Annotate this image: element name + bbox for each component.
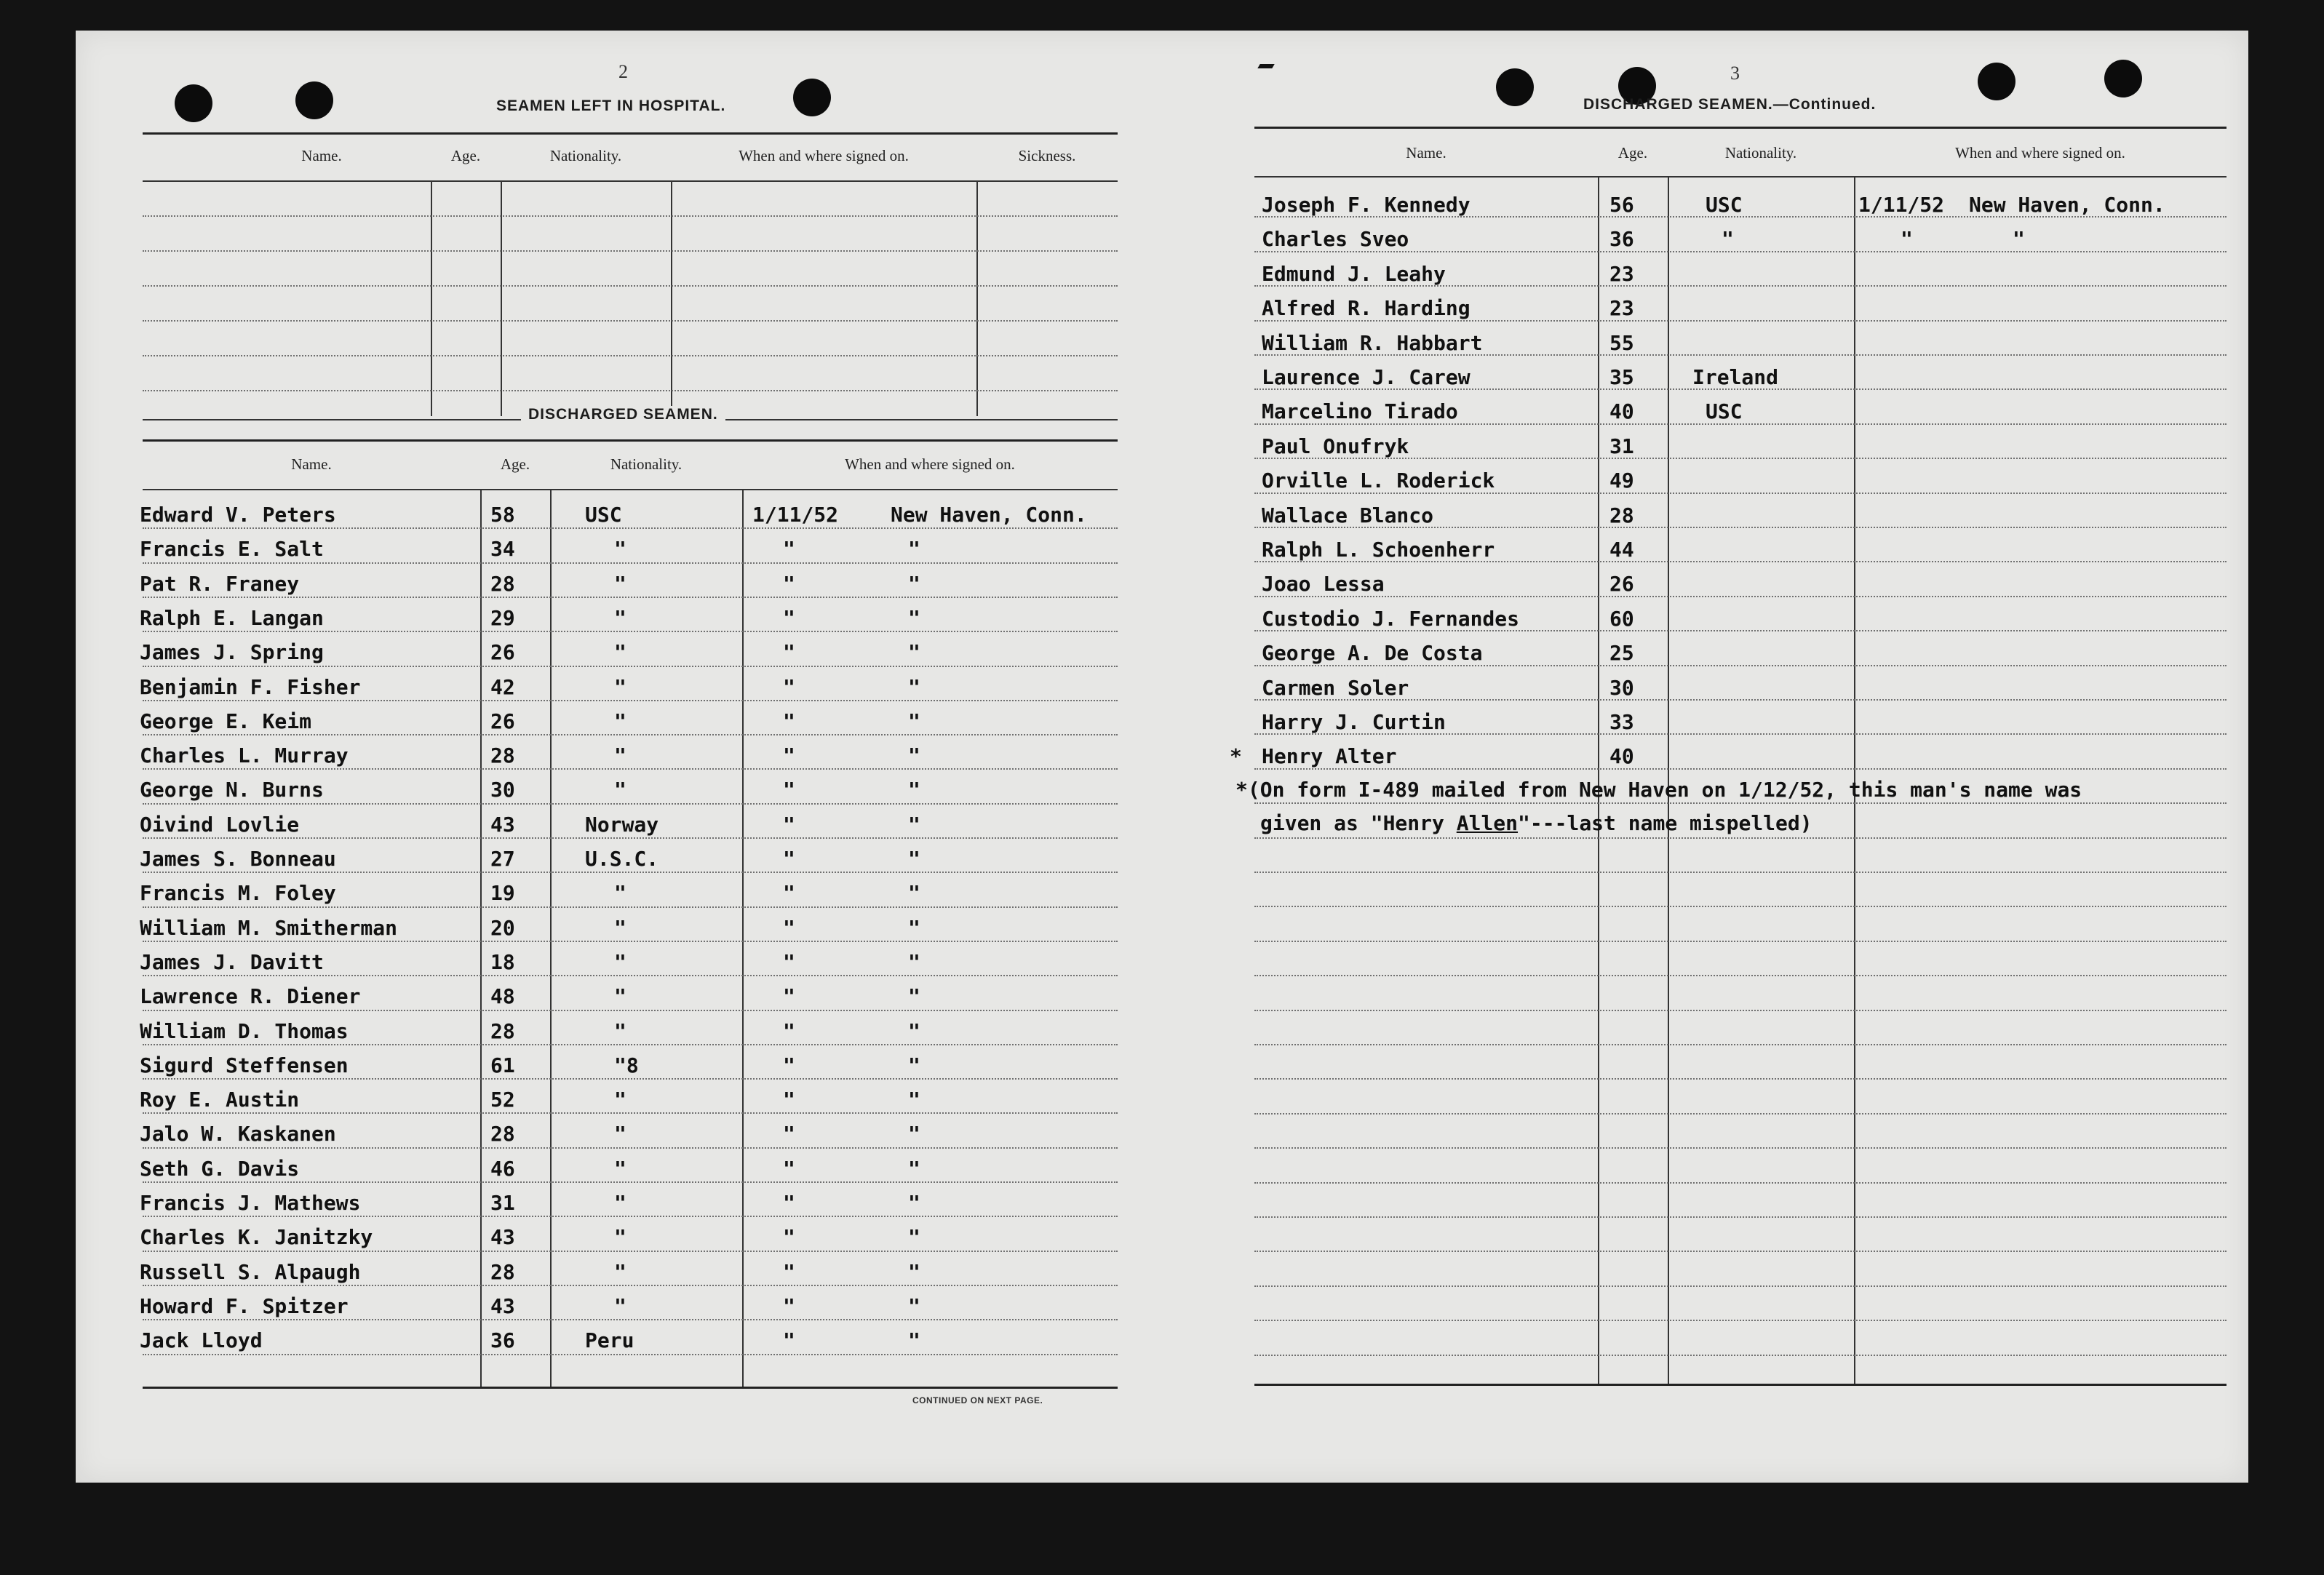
signed-on-place: " [908, 709, 920, 733]
signed-on-date: " [783, 1088, 795, 1112]
seaman-age: 25 [1609, 641, 1634, 666]
row-line [1254, 596, 2226, 597]
row-line [1254, 768, 2226, 770]
seaman-age: 34 [490, 537, 515, 562]
row-line [143, 1216, 1118, 1217]
seaman-nationality: " [614, 605, 626, 630]
seaman-name: Jalo W. Kaskanen [140, 1122, 336, 1147]
discharged-header-signed-on: When and where signed on. [845, 455, 1015, 473]
seaman-nationality: " [614, 778, 626, 802]
signed-on-date: " [783, 640, 795, 665]
row-line [1254, 493, 2226, 494]
row-line [143, 527, 1118, 529]
seaman-name: Harry J. Curtin [1262, 710, 1446, 734]
row-line [143, 1010, 1118, 1011]
seaman-name: William D. Thomas [140, 1018, 349, 1043]
seaman-age: 52 [490, 1088, 515, 1112]
seaman-nationality: " [1722, 227, 1734, 252]
seaman-name: Alfred R. Harding [1262, 296, 1471, 321]
hospital-header-nationality: Nationality. [549, 147, 622, 164]
seaman-nationality: " [614, 984, 626, 1009]
footnote-part: given as " [1260, 811, 1383, 835]
seaman-age: 61 [490, 1053, 515, 1077]
signed-on-place: " [908, 1053, 920, 1077]
continued-header-name: Name. [1406, 144, 1446, 162]
seaman-age: 19 [490, 881, 515, 906]
row-line [143, 215, 1118, 217]
signed-on-place: " [908, 881, 920, 906]
row-line [1254, 458, 2226, 459]
seaman-age: 26 [490, 709, 515, 733]
row-line [143, 285, 1118, 287]
seaman-nationality: " [614, 1122, 626, 1147]
row-line [143, 562, 1118, 564]
row-line [143, 597, 1118, 598]
seaman-name: Oivind Lovlie [140, 812, 300, 837]
seaman-age: 28 [490, 1259, 515, 1284]
seaman-name: George N. Burns [140, 778, 324, 802]
seaman-name: James S. Bonneau [140, 847, 336, 871]
hospital-header-sickness: Sickness. [1018, 147, 1076, 164]
row-line [1254, 872, 2226, 873]
manifest-sheet [76, 31, 2248, 1483]
seaman-nationality: " [614, 1259, 626, 1284]
row-line [143, 250, 1118, 252]
signed-on-date: " [783, 605, 795, 630]
seaman-age: 27 [490, 847, 515, 871]
seaman-name: Francis E. Salt [140, 537, 324, 562]
seaman-age: 46 [490, 1156, 515, 1181]
row-line [143, 320, 1118, 322]
signed-on-date: " [783, 1293, 795, 1318]
row-line [143, 1147, 1118, 1149]
punch-hole [1496, 68, 1534, 106]
seaman-name: Charles L. Murray [140, 743, 349, 768]
signed-on-date: " [783, 778, 795, 802]
seaman-age: 28 [490, 571, 515, 596]
seaman-age: 23 [1609, 296, 1634, 321]
row-line [1254, 630, 2226, 631]
signed-on-date: 1/11/52 [1858, 193, 1945, 217]
seaman-age: 28 [490, 1018, 515, 1043]
row-line [143, 975, 1118, 976]
seaman-age: 35 [1609, 365, 1634, 389]
seaman-name: William M. Smitherman [140, 915, 398, 940]
seaman-nationality: " [614, 709, 626, 733]
signed-on-place: " [908, 640, 920, 665]
seaman-nationality: " [614, 537, 626, 562]
continued-header-nationality: Nationality. [1724, 144, 1797, 162]
row-line [143, 837, 1118, 839]
seaman-name: Custodio J. Fernandes [1262, 606, 1520, 631]
hospital-header-name: Name. [301, 147, 342, 164]
row-line [1254, 665, 2226, 666]
seaman-age: 44 [1609, 538, 1634, 562]
seaman-nationality: " [614, 674, 626, 699]
column-divider [742, 489, 744, 1387]
seaman-age: 23 [1609, 261, 1634, 286]
signed-on-place: " [908, 1122, 920, 1147]
row-line [143, 631, 1118, 632]
signed-on-date: " [783, 571, 795, 596]
signed-on-date: " [783, 1053, 795, 1077]
seaman-age: 40 [1609, 744, 1634, 769]
row-line [1254, 1320, 2226, 1321]
seaman-age: 56 [1609, 193, 1634, 217]
signed-on-place: " [908, 915, 920, 940]
punch-hole [2104, 60, 2142, 97]
seaman-age: 26 [1609, 572, 1634, 597]
row-line [1254, 837, 2226, 839]
seaman-name: George E. Keim [140, 709, 312, 733]
seaman-name: Lawrence R. Diener [140, 984, 361, 1009]
signed-on-place: " [908, 743, 920, 768]
row-line [143, 1078, 1118, 1080]
seaman-name: Pat R. Franey [140, 571, 300, 596]
seaman-name: Roy E. Austin [140, 1088, 300, 1112]
seaman-nationality: " [614, 1293, 626, 1318]
seaman-name: Russell S. Alpaugh [140, 1259, 361, 1284]
seaman-age: 43 [490, 812, 515, 837]
row-line [1254, 1216, 2226, 1218]
signed-on-date: 1/11/52 [752, 503, 839, 527]
seaman-age: 58 [490, 503, 515, 527]
row-line [143, 1285, 1118, 1286]
seaman-name: James J. Spring [140, 640, 324, 665]
signed-on-date: " [783, 743, 795, 768]
signed-on-place: " [908, 1191, 920, 1215]
row-line [143, 1251, 1118, 1252]
signed-on-date: " [783, 1328, 795, 1353]
signed-on-place: New Haven, Conn. [1969, 193, 2165, 217]
seaman-name: Ralph L. Schoenherr [1262, 538, 1495, 562]
signed-on-place: " [908, 605, 920, 630]
row-line [1254, 216, 2226, 218]
row-line [1254, 906, 2226, 907]
seaman-nationality: " [614, 1225, 626, 1250]
seaman-nationality: " [614, 949, 626, 974]
table-rule [1254, 127, 2226, 129]
seaman-age: 36 [1609, 227, 1634, 252]
table-rule [143, 1387, 1118, 1389]
seaman-name: Jack Lloyd [140, 1328, 263, 1353]
row-line [143, 355, 1118, 356]
seaman-name: William R. Habbart [1262, 330, 1483, 355]
table-rule [143, 489, 1118, 490]
hospital-header-age: Age. [450, 147, 481, 164]
table-rule [143, 180, 1118, 182]
table-rule [143, 439, 1118, 442]
punch-hole [793, 79, 831, 116]
row-line [1254, 1044, 2226, 1045]
punch-hole [295, 81, 333, 119]
seaman-name: Joao Lessa [1262, 572, 1385, 597]
page-number: 3 [1730, 63, 1740, 84]
signed-on-date: " [783, 847, 795, 871]
seaman-age: 26 [490, 640, 515, 665]
seaman-nationality: " [614, 571, 626, 596]
row-line [1254, 733, 2226, 735]
signed-on-date: " [783, 537, 795, 562]
seaman-name: Edward V. Peters [140, 503, 336, 527]
signed-on-place: " [908, 778, 920, 802]
signed-on-date: " [783, 674, 795, 699]
seaman-nationality: " [614, 1156, 626, 1181]
row-line [1254, 285, 2226, 287]
seaman-name: Sigurd Steffensen [140, 1053, 349, 1077]
footnote-part: "---last name mispelled) [1518, 811, 1812, 835]
footnote-underlined-name: Allen [1456, 811, 1519, 835]
continued-header-signed-on: When and where signed on. [1955, 144, 2125, 162]
seaman-nationality: " [614, 640, 626, 665]
seaman-name: Francis J. Mathews [140, 1191, 361, 1215]
punch-hole [175, 84, 212, 122]
seaman-name: Joseph F. Kennedy [1262, 193, 1471, 217]
row-line [143, 768, 1118, 770]
hospital-section-title: SEAMEN LEFT IN HOSPITAL. [496, 97, 726, 114]
row-line [1254, 1010, 2226, 1011]
signed-on-place: " [908, 674, 920, 699]
seaman-name: Howard F. Spitzer [140, 1293, 349, 1318]
seaman-nationality: " [614, 743, 626, 768]
seaman-nationality: "8 [614, 1053, 639, 1077]
row-line [1254, 320, 2226, 322]
row-line [1254, 699, 2226, 701]
discharged-continued-title: DISCHARGED SEAMEN.—Continued. [1583, 96, 1877, 113]
seaman-age: 40 [1609, 399, 1634, 424]
signed-on-date: " [783, 812, 795, 837]
seaman-age: 31 [490, 1191, 515, 1215]
signed-on-place: " [908, 1018, 920, 1043]
punch-hole [1978, 63, 2015, 100]
footnote-marker: * [1230, 744, 1242, 769]
seaman-age: 28 [490, 743, 515, 768]
row-line [1254, 1078, 2226, 1080]
signed-on-date: " [783, 915, 795, 940]
signed-on-place: " [908, 949, 920, 974]
row-line [143, 941, 1118, 942]
seaman-name: Ralph E. Langan [140, 605, 324, 630]
seaman-age: 36 [490, 1328, 515, 1353]
signed-on-date: " [1901, 227, 1913, 252]
row-line [143, 1181, 1118, 1183]
continued-header-age: Age. [1617, 144, 1648, 162]
row-line [1254, 1251, 2226, 1252]
column-divider [480, 489, 482, 1387]
footnote-line-2 [1260, 813, 1812, 834]
seaman-name: Seth G. Davis [140, 1156, 300, 1181]
row-line [143, 1354, 1118, 1355]
row-line [143, 803, 1118, 805]
row-line [143, 734, 1118, 735]
signed-on-place: " [908, 1156, 920, 1181]
seaman-name: Orville L. Roderick [1262, 468, 1495, 493]
hospital-header-signed-on: When and where signed on. [739, 147, 909, 164]
seaman-nationality: Peru [585, 1328, 634, 1353]
table-rule [1254, 176, 2226, 178]
seaman-age: 18 [490, 949, 515, 974]
seaman-age: 31 [1609, 434, 1634, 458]
seaman-name: Henry Alter [1262, 744, 1397, 769]
seaman-nationality: " [614, 881, 626, 906]
row-line [1254, 1113, 2226, 1115]
seaman-name: Francis M. Foley [140, 881, 336, 906]
row-line [143, 1319, 1118, 1320]
row-line [1254, 527, 2226, 528]
row-line [1254, 941, 2226, 942]
signed-on-date: " [783, 984, 795, 1009]
discharged-header-age: Age. [500, 455, 530, 473]
row-line [1254, 561, 2226, 562]
signed-on-place: " [908, 847, 920, 871]
signed-on-date: " [783, 709, 795, 733]
row-line [1254, 354, 2226, 356]
seaman-name: Marcelino Tirado [1262, 399, 1458, 424]
row-line [1254, 1182, 2226, 1184]
signed-on-date: " [783, 949, 795, 974]
signed-on-date: " [783, 1191, 795, 1215]
row-line [143, 1112, 1118, 1114]
discharged-section-title: DISCHARGED SEAMEN. [521, 406, 725, 423]
seaman-age: 43 [490, 1293, 515, 1318]
row-line [143, 390, 1118, 391]
footnote-line-1: *(On form I-489 mailed from New Haven on 1/12/52, this man's name was [1235, 778, 2082, 802]
seaman-age: 43 [490, 1225, 515, 1250]
discharged-header-name: Name. [291, 455, 332, 473]
seaman-name: James J. Davitt [140, 949, 324, 974]
seaman-age: 30 [490, 778, 515, 802]
seaman-name: George A. De Costa [1262, 641, 1483, 666]
seaman-nationality: USC [1706, 193, 1743, 217]
row-line [143, 906, 1118, 908]
seaman-nationality: Ireland [1692, 365, 1779, 389]
seaman-nationality: " [614, 915, 626, 940]
signed-on-place: " [908, 571, 920, 596]
signed-on-date: " [783, 1122, 795, 1147]
seaman-name: Paul Onufryk [1262, 434, 1409, 458]
row-line [1254, 975, 2226, 976]
discharged-header-nationality: Nationality. [610, 455, 683, 473]
signed-on-date: " [783, 881, 795, 906]
page-number: 2 [618, 61, 628, 82]
seaman-name: Charles K. Janitzky [140, 1225, 373, 1250]
seaman-age: 42 [490, 674, 515, 699]
row-line [1254, 251, 2226, 252]
row-line [1254, 423, 2226, 425]
footnote-part: Henry [1382, 811, 1457, 835]
seaman-nationality: " [614, 1088, 626, 1112]
seaman-age: 28 [1609, 503, 1634, 527]
seaman-name: Edmund J. Leahy [1262, 261, 1446, 286]
signed-on-place: " [908, 984, 920, 1009]
row-line [1254, 802, 2226, 804]
seaman-age: 55 [1609, 330, 1634, 355]
seaman-nationality: Norway [585, 812, 659, 837]
seaman-name: Carmen Soler [1262, 675, 1409, 700]
seaman-nationality: " [614, 1191, 626, 1215]
signed-on-date: " [783, 1018, 795, 1043]
seaman-nationality: USC [1706, 399, 1743, 424]
seaman-name: Laurence J. Carew [1262, 365, 1471, 389]
signed-on-place: " [2013, 227, 2025, 252]
seaman-age: 49 [1609, 468, 1634, 493]
seaman-age: 28 [490, 1122, 515, 1147]
seaman-name: Wallace Blanco [1262, 503, 1434, 527]
seaman-nationality: " [614, 1018, 626, 1043]
signed-on-place: " [908, 1328, 920, 1353]
seaman-age: 20 [490, 915, 515, 940]
row-line [1254, 1147, 2226, 1149]
signed-on-date: " [783, 1156, 795, 1181]
seaman-age: 29 [490, 605, 515, 630]
signed-on-place: " [908, 1225, 920, 1250]
row-line [143, 872, 1118, 873]
row-line [143, 666, 1118, 667]
column-divider [550, 489, 552, 1387]
ink-speck [1257, 64, 1274, 68]
signed-on-place: " [908, 1293, 920, 1318]
signed-on-place: " [908, 537, 920, 562]
signed-on-place: " [908, 1259, 920, 1284]
row-line [1254, 1355, 2226, 1356]
seaman-nationality: USC [585, 503, 622, 527]
signed-on-date: " [783, 1225, 795, 1250]
seaman-age: 48 [490, 984, 515, 1009]
seaman-name: Benjamin F. Fisher [140, 674, 361, 699]
row-line [1254, 1285, 2226, 1287]
row-line [143, 700, 1118, 701]
seaman-nationality: U.S.C. [585, 847, 659, 871]
table-rule [1254, 1384, 2226, 1386]
continued-note: CONTINUED ON NEXT PAGE. [912, 1395, 1043, 1405]
table-rule [143, 132, 1118, 135]
signed-on-date: " [783, 1259, 795, 1284]
signed-on-place: " [908, 1088, 920, 1112]
row-line [143, 1044, 1118, 1045]
seaman-name: Charles Sveo [1262, 227, 1409, 252]
row-line [1254, 388, 2226, 390]
signed-on-place: " [908, 812, 920, 837]
seaman-age: 30 [1609, 675, 1634, 700]
signed-on-place: New Haven, Conn. [891, 503, 1087, 527]
seaman-age: 60 [1609, 606, 1634, 631]
seaman-age: 33 [1609, 710, 1634, 734]
